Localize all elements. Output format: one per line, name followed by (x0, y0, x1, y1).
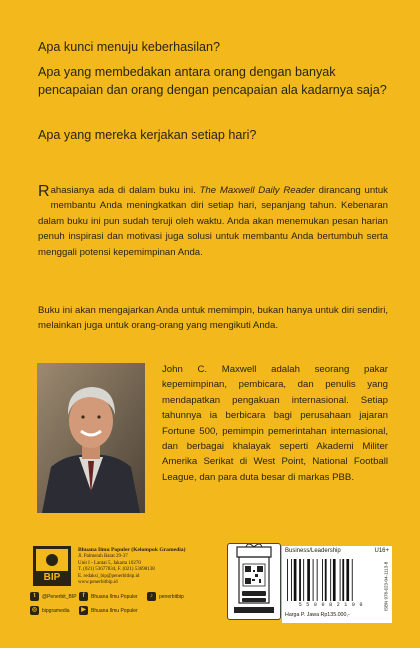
book-title: The Maxwell Daily Reader (199, 185, 315, 196)
social-tiktok: ♪ penerbitbip (147, 592, 184, 601)
publisher-name: Bhuana Ilmu Populer (Kelompok Gramedia) (78, 547, 186, 553)
publisher-logo-text: BIP (43, 572, 61, 583)
barcode-bar (342, 559, 344, 601)
publisher-address-line: Jl. Palmerah Barat 29-37 (78, 554, 128, 559)
publisher-logo (33, 546, 71, 586)
barcode-bar (307, 559, 310, 601)
question-3: Apa yang mereka kerjakan setiap hari? (38, 128, 257, 142)
barcode-bar (299, 559, 301, 601)
barcode-bar (303, 559, 304, 601)
barcode-bar (287, 559, 288, 601)
price-label: Harga P. Jawa Rp135.000,- (285, 612, 350, 618)
age-rating: U16+ (374, 548, 389, 554)
gift-qr-badge (227, 543, 281, 620)
author-bio: John C. Maxwell adalah seorang pakar kepemimpinan, pembicara, dan penulis yang mendapatkan pengakuan internasional. Setiap tahunnya ia berbicara bagi perusahaan jajaran Fortune 500, pemimpin pemerintahan internasional, dan berbagai khalayak seperti Akademi Militer Amerika Serikat di West Point, National Football League, dan para duta besar di markas PBB. (162, 364, 388, 483)
barcode-bar (352, 559, 353, 601)
twitter-icon: t (30, 592, 39, 601)
social-facebook: f Bhuana Ilmu Populer (79, 592, 138, 601)
barcode-number: 5 5 0 0 8 2 1 0 0 (298, 602, 364, 608)
barcode-bar (313, 559, 314, 601)
barcode-bar (294, 559, 297, 601)
barcode-bar (333, 559, 336, 601)
publisher-phone: T. (021) 53677834, F. (021) 53698138 (78, 567, 155, 573)
barcode-bar (317, 559, 318, 601)
social-twitter: t @Penerbit_BIP (30, 592, 77, 601)
barcode-bar (346, 559, 349, 601)
author-portrait-icon (37, 363, 145, 513)
author-photo (37, 363, 145, 513)
publisher-email: E. redaksi_bip@penerbitbip.id (78, 573, 140, 579)
gift-box-icon (228, 544, 280, 619)
barcode-bar (291, 559, 292, 601)
barcode-bar (330, 559, 331, 601)
instagram-icon: ◎ (31, 607, 38, 613)
isbn-vertical: ISBN 978-623-04-1113-8 (383, 561, 389, 612)
question-1: Apa kunci menuju keberhasilan? (38, 40, 221, 54)
publisher-info (78, 546, 198, 587)
book-category: Business/Leadership (285, 548, 341, 554)
barcode-panel (282, 546, 392, 623)
second-paragraph: Buku ini akan mengajarkan Anda untuk memimpin, bukan hanya untuk diri sendiri, melainkan juga untuk orang-orang yang mengikuti Anda. (38, 305, 388, 332)
question-2: Apa yang membedakan antara orang dengan banyak pencapaian dan orang dengan pencapaian ala kadarnya saja? (38, 65, 387, 97)
barcode-bar (322, 559, 323, 601)
barcode-bar (325, 559, 327, 601)
tiktok-icon: ♪ (147, 592, 156, 601)
youtube-icon: ▶ (79, 606, 88, 615)
barcode-bar (340, 559, 341, 601)
barcode-icon (285, 559, 377, 601)
publisher-website: www.penerbitbip.id (78, 580, 118, 586)
social-youtube: ▶ Bhuana Ilmu Populer (79, 606, 138, 615)
publisher-address-line: Unit I - Lantai 5, Jakarta 10270 (78, 560, 141, 566)
facebook-icon: f (79, 592, 88, 601)
social-instagram: ◎ bipgramedia (31, 607, 70, 614)
drop-cap: R (38, 183, 50, 200)
intro-paragraph: Rahasianya ada di dalam buku ini. The Maxwell Daily Reader dirancang untuk membantu Anda meningkatkan diri setiap hari, sepanjang tahun. Kebenaran dalam buku ini pun sudah teruji oleh waktu. Anda akan menemukan pesan harian penuh inspirasi dan motivasi juga solusi untuk membantu Anda bertumbuh serta menggali potensi kepemimpinan Anda. (38, 183, 388, 258)
